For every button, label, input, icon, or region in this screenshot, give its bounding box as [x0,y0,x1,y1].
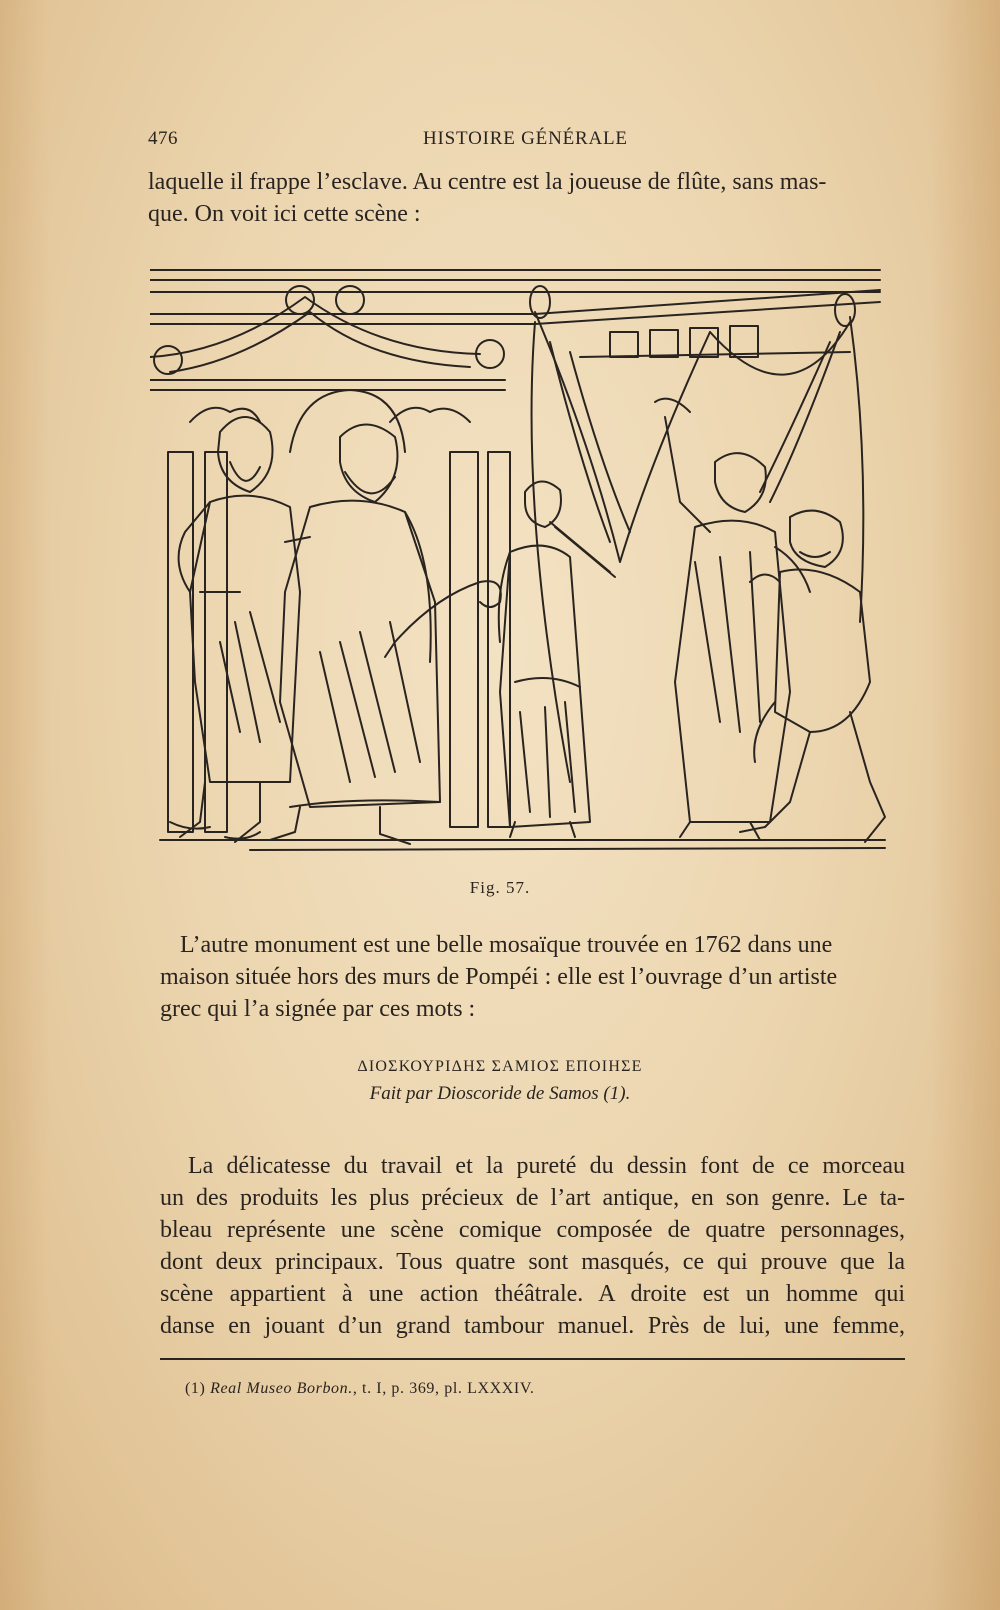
figure-caption: Fig. 57. [469,878,531,897]
paragraph-3 [160,1150,905,1342]
running-title: HISTOIRE GÉNÉRALE [423,128,628,149]
footnote-rule [160,1358,905,1360]
paragraph-line: La délicatesse du travail et la pureté du dessin font de ce morceau [188,1153,905,1179]
paragraph-1 [148,166,908,230]
paragraph-line: L’autre monument est une belle mosaïque trouvée en 1762 dans une [180,932,833,958]
paragraph-line: scène appartient à une action théâtrale. A droite est un homme qui [160,1281,905,1307]
greek-inscription: ΔΙΟΣΚΟΥΡΙΔΗΣ ΣΑΜΙΟΣ ΕΠΟΙΗΣΕ [357,1058,643,1075]
page-number: 476 [148,128,178,149]
footnote-source: Real Museo Borbon. [210,1380,353,1397]
figure-engraving [150,262,905,872]
paragraph-line: maison située hors des murs de Pompéi : elle est l’ouvrage d’un artiste [160,964,838,990]
paragraph-line: bleau représente une scène comique composée de quatre personnages, [160,1217,905,1243]
footnote-marker: (1) [185,1380,206,1397]
inscription-translation: Fait par Dioscoride de Samos (1). [369,1083,631,1104]
page-header [148,128,908,158]
paragraph-line: grec qui l’a signée par ces mots : [160,996,476,1022]
footnote-reference: , t. I, p. 369, pl. LXXXIV. [352,1380,535,1397]
paragraph-line: dont deux principaux. Tous quatre sont masqués, ce qui prouve que la [160,1249,905,1275]
paragraph-line: laquelle il frappe l’esclave. Au centre est la joueuse de flûte, sans mas- [148,169,827,195]
paragraph-line: que. On voit ici cette scène : [148,201,421,227]
page-shadow-right [930,0,1000,1610]
page-shadow-left [0,0,50,1610]
footnote [185,1380,535,1398]
paragraph-line: un des produits les plus précieux de l’art antique, en son genre. Le ta- [160,1185,905,1211]
paragraph-line: danse en jouant d’un grand tambour manuel. Près de lui, une femme, [160,1313,905,1339]
paragraph-2 [160,929,905,1025]
